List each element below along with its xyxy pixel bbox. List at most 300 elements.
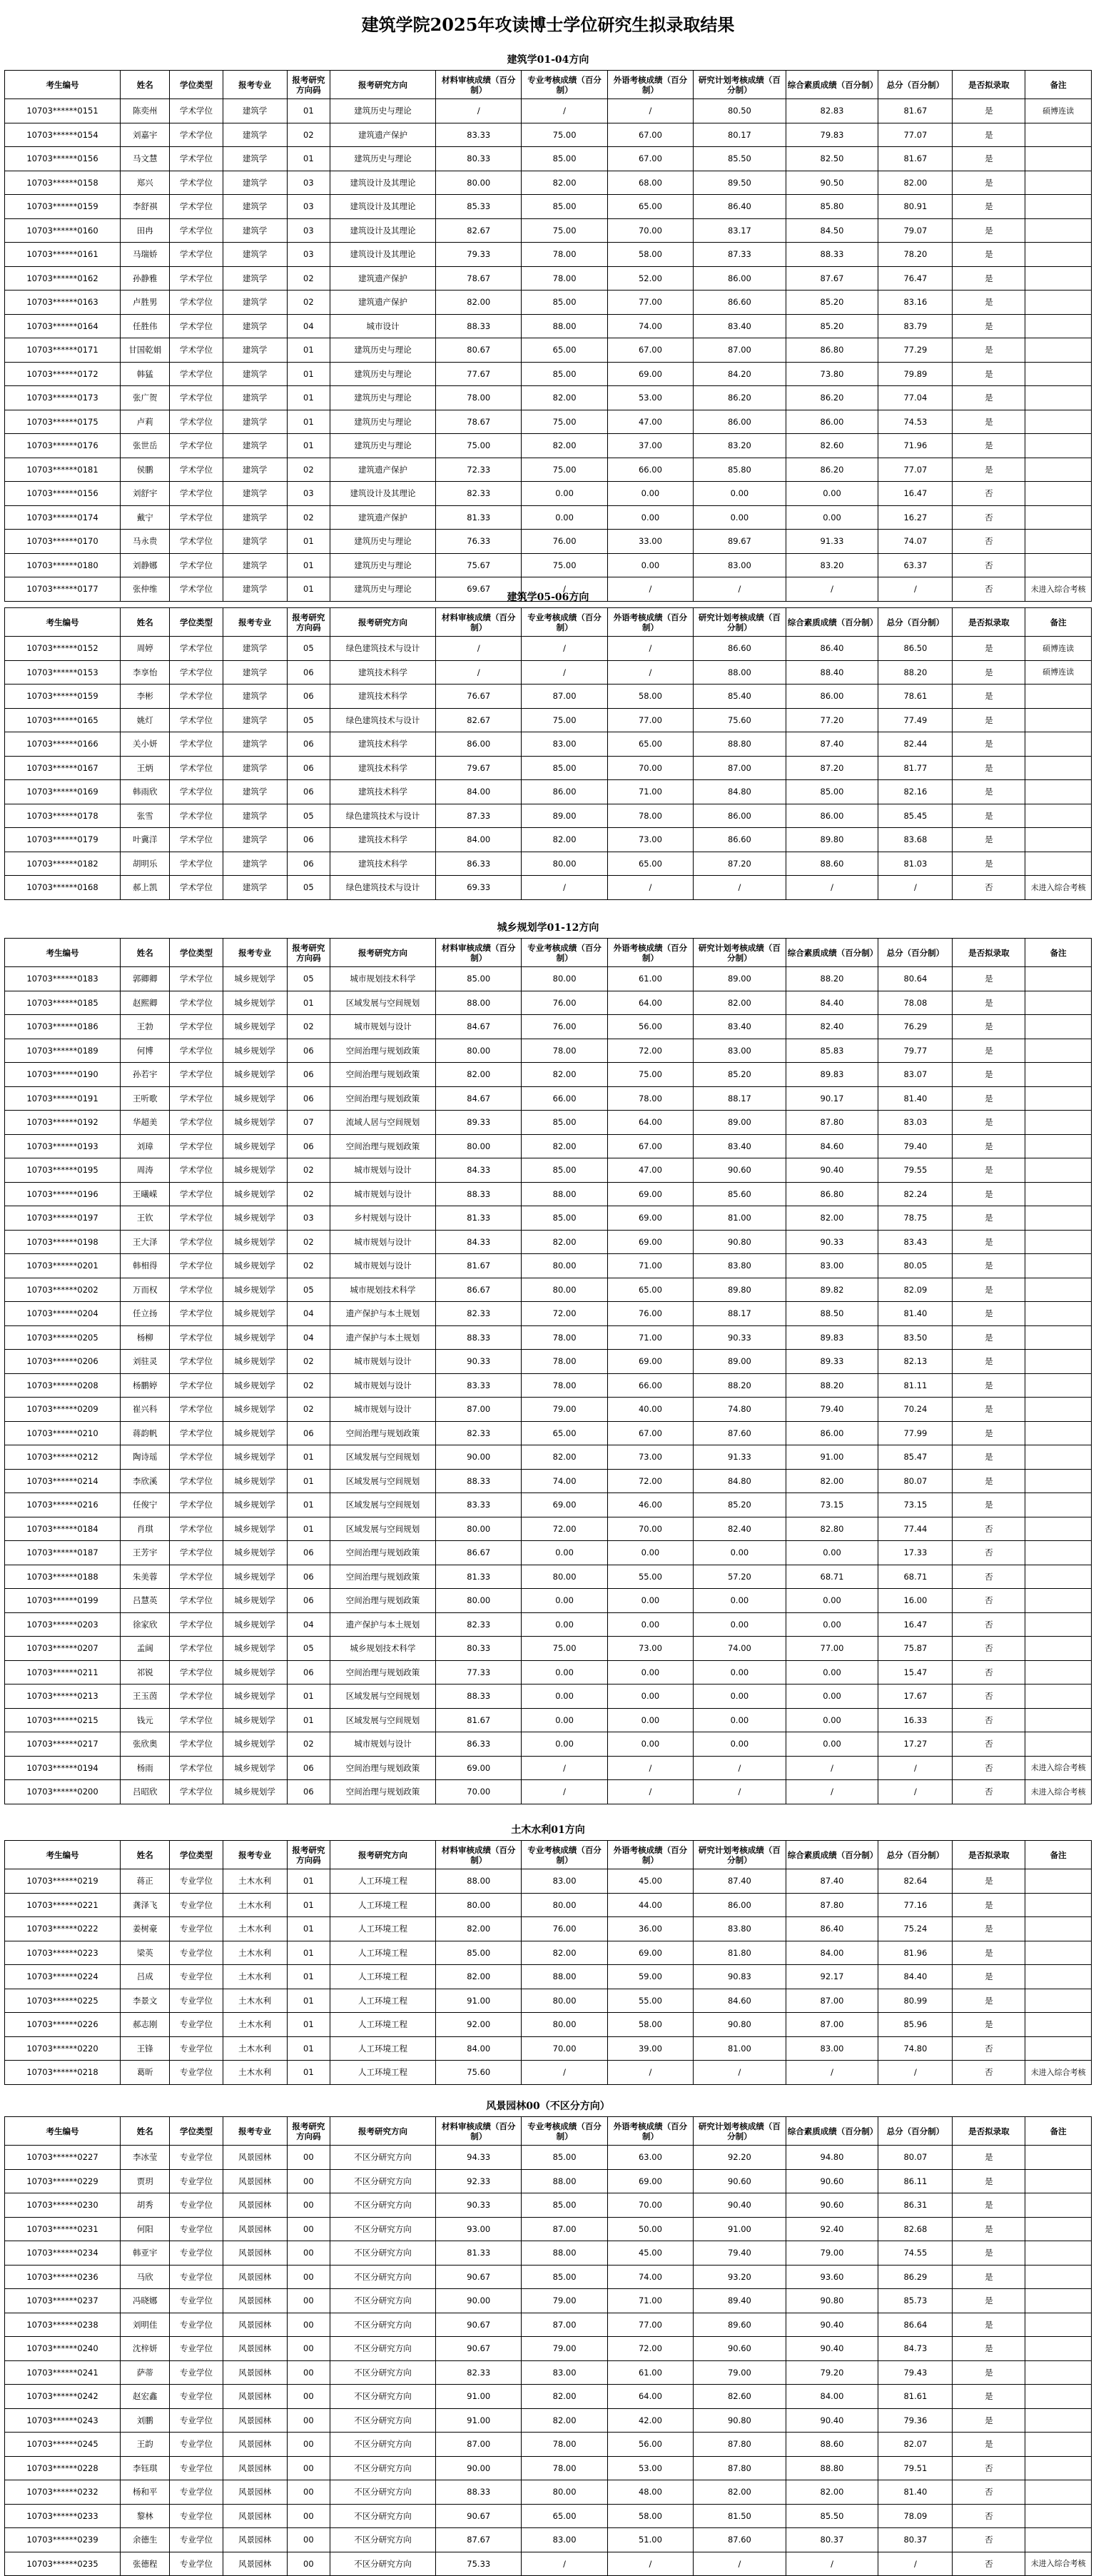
material-score-cell: 82.33 — [436, 2360, 522, 2385]
direction-code-cell: 03 — [287, 171, 330, 195]
language-score-cell: / — [607, 1780, 693, 1804]
direction-cell: 建筑历史与理论 — [330, 99, 435, 123]
material-score-cell: 84.00 — [436, 828, 522, 852]
major-exam-score-cell: 85.00 — [522, 1111, 607, 1135]
direction-cell: 不区分研究方向 — [330, 2552, 435, 2576]
material-score-cell: 78.67 — [436, 410, 522, 434]
direction-cell: 人工环境工程 — [330, 1869, 435, 1894]
direction-cell: 绿色建筑技术与设计 — [330, 876, 435, 900]
language-score-cell: 45.00 — [607, 1869, 693, 1894]
name-cell: 马欣 — [121, 2265, 170, 2289]
direction-cell: 建筑设计及其理论 — [330, 195, 435, 219]
major-exam-score-cell: 82.00 — [522, 1134, 607, 1158]
material-score-cell: 80.33 — [436, 147, 522, 171]
remark-cell — [1025, 2313, 1092, 2337]
language-score-cell: 56.00 — [607, 1015, 693, 1039]
admission-status-cell: 是 — [953, 804, 1025, 828]
direction-cell: 区域发展与空间规划 — [330, 1469, 435, 1493]
total-score-cell: 82.64 — [878, 1869, 953, 1894]
degree-type-cell: 学术学位 — [170, 1469, 223, 1493]
column-header-name: 姓名 — [121, 939, 170, 967]
quality-score-cell: 87.00 — [786, 2013, 878, 2037]
column-header-direction-code: 报考研究方向码 — [287, 1841, 330, 1869]
major-cell: 风景园林 — [223, 2504, 287, 2528]
remark-cell — [1025, 123, 1092, 147]
name-cell: 郝上凯 — [121, 876, 170, 900]
direction-cell: 不区分研究方向 — [330, 2241, 435, 2266]
research-plan-score-cell: 83.80 — [694, 1917, 786, 1941]
direction-code-cell: 00 — [287, 2337, 330, 2361]
name-cell: 蒋韵帆 — [121, 1421, 170, 1445]
remark-cell — [1025, 685, 1092, 709]
admission-status-cell: 否 — [953, 530, 1025, 554]
candidate-id-cell: 10703******0235 — [5, 2552, 121, 2576]
quality-score-cell: 0.00 — [786, 1589, 878, 1613]
direction-cell: 人工环境工程 — [330, 2013, 435, 2037]
total-score-cell: 84.40 — [878, 1965, 953, 1989]
direction-cell: 建筑历史与理论 — [330, 386, 435, 410]
total-score-cell: 82.24 — [878, 1182, 953, 1206]
remark-cell — [1025, 2408, 1092, 2433]
admission-status-cell: 是 — [953, 2313, 1025, 2337]
material-score-cell: 82.00 — [436, 291, 522, 315]
major-exam-score-cell: 87.00 — [522, 2313, 607, 2337]
remark-cell — [1025, 2528, 1092, 2552]
direction-code-cell: 04 — [287, 314, 330, 338]
research-plan-score-cell: 75.60 — [694, 708, 786, 732]
column-header-major-exam-score: 专业考核成绩（百分制） — [522, 608, 607, 637]
table-row — [5, 637, 1092, 661]
admission-status-cell: 否 — [953, 1517, 1025, 1541]
quality-score-cell: 0.00 — [786, 505, 878, 530]
major-exam-score-cell: 82.00 — [522, 2408, 607, 2433]
total-score-cell: 85.73 — [878, 2289, 953, 2313]
research-plan-score-cell: 0.00 — [694, 1541, 786, 1565]
total-score-cell: 77.04 — [878, 386, 953, 410]
admission-status-cell: 是 — [953, 828, 1025, 852]
table-row — [5, 123, 1092, 147]
remark-cell — [1025, 410, 1092, 434]
admission-status-cell: 是 — [953, 1230, 1025, 1254]
degree-type-cell: 专业学位 — [170, 2217, 223, 2241]
remark-cell — [1025, 1541, 1092, 1565]
table-row — [5, 1917, 1092, 1941]
candidate-id-cell: 10703******0218 — [5, 2061, 121, 2085]
degree-type-cell: 学术学位 — [170, 1589, 223, 1613]
research-plan-score-cell: 87.00 — [694, 756, 786, 780]
admission-status-cell: 是 — [953, 1373, 1025, 1398]
admission-status-cell: 是 — [953, 2433, 1025, 2457]
major-exam-score-cell: 85.00 — [522, 756, 607, 780]
total-score-cell: 74.55 — [878, 2241, 953, 2266]
total-score-cell: 70.24 — [878, 1398, 953, 1422]
major-exam-score-cell: 82.00 — [522, 828, 607, 852]
direction-code-cell: 00 — [287, 2193, 330, 2218]
remark-cell — [1025, 1421, 1092, 1445]
column-header-major: 报考专业 — [223, 608, 287, 637]
material-score-cell: 81.33 — [436, 1206, 522, 1231]
language-score-cell: 0.00 — [607, 1684, 693, 1709]
name-cell: 胡秀 — [121, 2193, 170, 2218]
admission-status-cell: 否 — [953, 2504, 1025, 2528]
total-score-cell: / — [878, 2552, 953, 2576]
total-score-cell: 79.77 — [878, 1039, 953, 1063]
quality-score-cell: 73.15 — [786, 1493, 878, 1517]
admission-status-cell: 是 — [953, 1893, 1025, 1917]
admission-status-cell: 是 — [953, 1941, 1025, 1965]
candidate-id-cell: 10703******0169 — [5, 780, 121, 804]
total-score-cell: 16.47 — [878, 1612, 953, 1637]
remark-cell — [1025, 434, 1092, 458]
remark-cell — [1025, 1111, 1092, 1135]
remark-cell — [1025, 2036, 1092, 2061]
table-row — [5, 1612, 1092, 1637]
admission-status-cell: 否 — [953, 1660, 1025, 1684]
material-score-cell: 82.00 — [436, 1965, 522, 1989]
major-cell: 土木水利 — [223, 1869, 287, 1894]
research-plan-score-cell: 89.00 — [694, 967, 786, 991]
name-cell: 叶冀洋 — [121, 828, 170, 852]
table-row — [5, 1039, 1092, 1063]
major-cell: 建筑学 — [223, 314, 287, 338]
total-score-cell: 74.07 — [878, 530, 953, 554]
results-table — [4, 70, 1092, 602]
total-score-cell: 81.40 — [878, 2480, 953, 2505]
research-plan-score-cell: 92.20 — [694, 2146, 786, 2170]
column-header-research-plan-score: 研究计划考核成绩（百分制） — [694, 608, 786, 637]
total-score-cell: / — [878, 577, 953, 602]
table-row — [5, 1965, 1092, 1989]
name-cell: 张德程 — [121, 2552, 170, 2576]
major-cell: 建筑学 — [223, 708, 287, 732]
admission-status-cell: 是 — [953, 99, 1025, 123]
candidate-id-cell: 10703******0154 — [5, 123, 121, 147]
research-plan-score-cell: / — [694, 2061, 786, 2085]
language-score-cell: 0.00 — [607, 553, 693, 577]
direction-code-cell: 01 — [287, 1989, 330, 2013]
candidate-id-cell: 10703******0160 — [5, 218, 121, 243]
direction-cell: 不区分研究方向 — [330, 2193, 435, 2218]
total-score-cell: 83.43 — [878, 1230, 953, 1254]
admission-status-cell: 是 — [953, 1039, 1025, 1063]
table-header-row — [5, 2117, 1092, 2146]
direction-cell: 城市规划与设计 — [330, 1732, 435, 1757]
research-plan-score-cell: 90.80 — [694, 2013, 786, 2037]
direction-code-cell: 02 — [287, 1254, 330, 1278]
name-cell: 刘舒宇 — [121, 482, 170, 506]
candidate-id-cell: 10703******0173 — [5, 386, 121, 410]
remark-cell — [1025, 756, 1092, 780]
language-score-cell: 58.00 — [607, 2013, 693, 2037]
direction-code-cell: 02 — [287, 505, 330, 530]
major-cell: 土木水利 — [223, 1917, 287, 1941]
language-score-cell: 44.00 — [607, 1893, 693, 1917]
direction-cell: 空间治理与规划政策 — [330, 1541, 435, 1565]
research-plan-score-cell: 83.40 — [694, 1134, 786, 1158]
direction-cell: 空间治理与规划政策 — [330, 1780, 435, 1804]
candidate-id-cell: 10703******0215 — [5, 1708, 121, 1732]
table-row — [5, 2552, 1092, 2576]
table-row — [5, 434, 1092, 458]
total-score-cell: 78.20 — [878, 243, 953, 267]
table-row — [5, 2289, 1092, 2313]
research-plan-score-cell: 83.80 — [694, 1254, 786, 1278]
admission-status-cell: 是 — [953, 1254, 1025, 1278]
material-score-cell: 94.33 — [436, 2146, 522, 2170]
degree-type-cell: 学术学位 — [170, 243, 223, 267]
total-score-cell: 82.16 — [878, 780, 953, 804]
name-cell: 贾玥 — [121, 2169, 170, 2193]
direction-cell: 建筑历史与理论 — [330, 577, 435, 602]
remark-cell — [1025, 195, 1092, 219]
major-exam-score-cell: 85.00 — [522, 362, 607, 386]
direction-cell: 建筑历史与理论 — [330, 434, 435, 458]
name-cell: 郑兴 — [121, 171, 170, 195]
admission-status-cell: 是 — [953, 2385, 1025, 2409]
degree-type-cell: 专业学位 — [170, 2265, 223, 2289]
column-header-research-plan-score: 研究计划考核成绩（百分制） — [694, 939, 786, 967]
degree-type-cell: 学术学位 — [170, 1111, 223, 1135]
table-row — [5, 1063, 1092, 1087]
remark-cell — [1025, 218, 1092, 243]
remark-cell — [1025, 1989, 1092, 2013]
direction-code-cell: 01 — [287, 1684, 330, 1709]
major-cell: 风景园林 — [223, 2385, 287, 2409]
research-plan-score-cell: 85.40 — [694, 685, 786, 709]
candidate-id-cell: 10703******0192 — [5, 1111, 121, 1135]
major-cell: 建筑学 — [223, 99, 287, 123]
research-plan-score-cell: 0.00 — [694, 1732, 786, 1757]
admission-status-cell: 否 — [953, 1732, 1025, 1757]
quality-score-cell: 86.00 — [786, 685, 878, 709]
major-cell: 建筑学 — [223, 660, 287, 685]
direction-code-cell: 01 — [287, 147, 330, 171]
major-cell: 城乡规划学 — [223, 1206, 287, 1231]
research-plan-score-cell: 0.00 — [694, 505, 786, 530]
table-row — [5, 410, 1092, 434]
direction-code-cell: 02 — [287, 1373, 330, 1398]
direction-cell: 建筑遗产保护 — [330, 458, 435, 482]
table-row — [5, 756, 1092, 780]
research-plan-score-cell: 89.00 — [694, 1350, 786, 1374]
total-score-cell: 16.33 — [878, 1708, 953, 1732]
admission-status-cell: 是 — [953, 1493, 1025, 1517]
major-exam-score-cell: 75.00 — [522, 218, 607, 243]
remark-cell — [1025, 1039, 1092, 1063]
direction-cell: 区域发展与空间规划 — [330, 1445, 435, 1470]
language-score-cell: 33.00 — [607, 530, 693, 554]
major-exam-score-cell: 0.00 — [522, 1684, 607, 1709]
degree-type-cell: 专业学位 — [170, 2337, 223, 2361]
name-cell: 刘明佳 — [121, 2313, 170, 2337]
direction-code-cell: 06 — [287, 1565, 330, 1589]
research-plan-score-cell: 83.40 — [694, 1015, 786, 1039]
degree-type-cell: 学术学位 — [170, 1637, 223, 1661]
language-score-cell: 77.00 — [607, 708, 693, 732]
direction-cell: 建筑历史与理论 — [330, 530, 435, 554]
remark-cell — [1025, 1254, 1092, 1278]
degree-type-cell: 学术学位 — [170, 637, 223, 661]
admission-status-cell: 是 — [953, 1869, 1025, 1894]
material-score-cell: 88.33 — [436, 1325, 522, 1350]
candidate-id-cell: 10703******0172 — [5, 362, 121, 386]
candidate-id-cell: 10703******0200 — [5, 1780, 121, 1804]
degree-type-cell: 学术学位 — [170, 458, 223, 482]
remark-cell — [1025, 1869, 1092, 1894]
degree-type-cell: 学术学位 — [170, 99, 223, 123]
admission-status-cell: 是 — [953, 2265, 1025, 2289]
admission-status-cell: 否 — [953, 577, 1025, 602]
name-cell: 周婷 — [121, 637, 170, 661]
name-cell: 戴宁 — [121, 505, 170, 530]
name-cell: 卢莉 — [121, 410, 170, 434]
language-score-cell: / — [607, 876, 693, 900]
direction-code-cell: 06 — [287, 732, 330, 757]
material-score-cell: 76.33 — [436, 530, 522, 554]
remark-cell: 未进入综合考核 — [1025, 876, 1092, 900]
direction-code-cell: 00 — [287, 2169, 330, 2193]
major-exam-score-cell: 78.00 — [522, 1039, 607, 1063]
total-score-cell: 68.71 — [878, 1565, 953, 1589]
research-plan-score-cell: 81.00 — [694, 2036, 786, 2061]
degree-type-cell: 学术学位 — [170, 1421, 223, 1445]
name-cell: 李享怡 — [121, 660, 170, 685]
direction-code-cell: 01 — [287, 1869, 330, 1894]
direction-code-cell: 01 — [287, 991, 330, 1015]
total-score-cell: 86.64 — [878, 2313, 953, 2337]
total-score-cell: 86.50 — [878, 637, 953, 661]
direction-cell: 建筑历史与理论 — [330, 553, 435, 577]
major-exam-score-cell: 76.00 — [522, 1917, 607, 1941]
column-header-admission-status: 是否拟录取 — [953, 939, 1025, 967]
total-score-cell: 86.31 — [878, 2193, 953, 2218]
research-plan-score-cell: 57.20 — [694, 1565, 786, 1589]
degree-type-cell: 学术学位 — [170, 434, 223, 458]
degree-type-cell: 学术学位 — [170, 1756, 223, 1780]
candidate-id-cell: 10703******0209 — [5, 1398, 121, 1422]
quality-score-cell: 89.83 — [786, 1325, 878, 1350]
major-exam-score-cell: 79.00 — [522, 1398, 607, 1422]
research-plan-score-cell: 85.20 — [694, 1493, 786, 1517]
total-score-cell: 80.07 — [878, 1469, 953, 1493]
remark-cell — [1025, 1965, 1092, 1989]
language-score-cell: 71.00 — [607, 2289, 693, 2313]
major-exam-score-cell: 85.00 — [522, 2193, 607, 2218]
major-cell: 建筑学 — [223, 266, 287, 291]
quality-score-cell: 93.60 — [786, 2265, 878, 2289]
name-cell: 关小妍 — [121, 732, 170, 757]
major-cell: 城乡规划学 — [223, 1111, 287, 1135]
direction-code-cell: 06 — [287, 1589, 330, 1613]
major-cell: 城乡规划学 — [223, 1134, 287, 1158]
material-score-cell: 84.67 — [436, 1015, 522, 1039]
name-cell: 李舒祺 — [121, 195, 170, 219]
degree-type-cell: 学术学位 — [170, 314, 223, 338]
table-row — [5, 1206, 1092, 1231]
total-score-cell: / — [878, 2061, 953, 2085]
material-score-cell: 79.33 — [436, 243, 522, 267]
direction-cell: 不区分研究方向 — [330, 2265, 435, 2289]
major-exam-score-cell: 85.00 — [522, 147, 607, 171]
candidate-id-cell: 10703******0193 — [5, 1134, 121, 1158]
quality-score-cell: / — [786, 1756, 878, 1780]
degree-type-cell: 学术学位 — [170, 1230, 223, 1254]
research-plan-score-cell: 86.00 — [694, 266, 786, 291]
material-score-cell: 77.33 — [436, 1660, 522, 1684]
major-exam-score-cell: 72.00 — [522, 1517, 607, 1541]
candidate-id-cell: 10703******0163 — [5, 291, 121, 315]
admission-status-cell: 是 — [953, 1965, 1025, 1989]
direction-code-cell: 01 — [287, 1708, 330, 1732]
language-score-cell: / — [607, 99, 693, 123]
research-plan-score-cell: 88.20 — [694, 1373, 786, 1398]
direction-code-cell: 05 — [287, 967, 330, 991]
material-score-cell: 93.00 — [436, 2217, 522, 2241]
candidate-id-cell: 10703******0242 — [5, 2385, 121, 2409]
degree-type-cell: 学术学位 — [170, 1350, 223, 1374]
table-row — [5, 1086, 1092, 1111]
name-cell: 田冉 — [121, 218, 170, 243]
research-plan-score-cell: 87.60 — [694, 1421, 786, 1445]
candidate-id-cell: 10703******0171 — [5, 338, 121, 363]
column-header-major: 报考专业 — [223, 939, 287, 967]
language-score-cell: / — [607, 637, 693, 661]
name-cell: 张仲维 — [121, 577, 170, 602]
admission-status-cell: 否 — [953, 1637, 1025, 1661]
admission-status-cell: 否 — [953, 1708, 1025, 1732]
material-score-cell: 79.67 — [436, 756, 522, 780]
candidate-id-cell: 10703******0217 — [5, 1732, 121, 1757]
table-row — [5, 1941, 1092, 1965]
admission-status-cell: 否 — [953, 505, 1025, 530]
candidate-id-cell: 10703******0231 — [5, 2217, 121, 2241]
major-cell: 建筑学 — [223, 852, 287, 876]
total-score-cell: 80.37 — [878, 2528, 953, 2552]
research-plan-score-cell: 89.80 — [694, 1278, 786, 1302]
column-header-material-score: 材料审核成绩（百分制） — [436, 608, 522, 637]
research-plan-score-cell: 91.33 — [694, 1445, 786, 1470]
remark-cell — [1025, 1086, 1092, 1111]
direction-cell: 城市规划与设计 — [330, 1373, 435, 1398]
quality-score-cell: 86.20 — [786, 458, 878, 482]
material-score-cell: 92.00 — [436, 2013, 522, 2037]
table-header-row — [5, 939, 1092, 967]
quality-score-cell: 90.60 — [786, 2169, 878, 2193]
direction-cell: 城市规划与设计 — [330, 1182, 435, 1206]
table-row — [5, 1756, 1092, 1780]
admission-status-cell: 是 — [953, 147, 1025, 171]
total-score-cell: 83.50 — [878, 1325, 953, 1350]
candidate-id-cell: 10703******0238 — [5, 2313, 121, 2337]
language-score-cell: 59.00 — [607, 1965, 693, 1989]
material-score-cell: 85.00 — [436, 967, 522, 991]
major-exam-score-cell: 75.00 — [522, 458, 607, 482]
direction-code-cell: 02 — [287, 458, 330, 482]
research-plan-score-cell: 82.60 — [694, 2385, 786, 2409]
column-header-total-score: 总分（百分制） — [878, 1841, 953, 1869]
total-score-cell: 15.47 — [878, 1660, 953, 1684]
admission-status-cell: 是 — [953, 1086, 1025, 1111]
research-plan-score-cell: 0.00 — [694, 1684, 786, 1709]
admission-status-cell: 是 — [953, 2013, 1025, 2037]
total-score-cell: 77.99 — [878, 1421, 953, 1445]
quality-score-cell: 82.50 — [786, 147, 878, 171]
admission-status-cell: 是 — [953, 386, 1025, 410]
material-score-cell: 88.33 — [436, 1469, 522, 1493]
direction-code-cell: 03 — [287, 482, 330, 506]
language-score-cell: 69.00 — [607, 1206, 693, 1231]
admission-status-cell: 否 — [953, 2480, 1025, 2505]
